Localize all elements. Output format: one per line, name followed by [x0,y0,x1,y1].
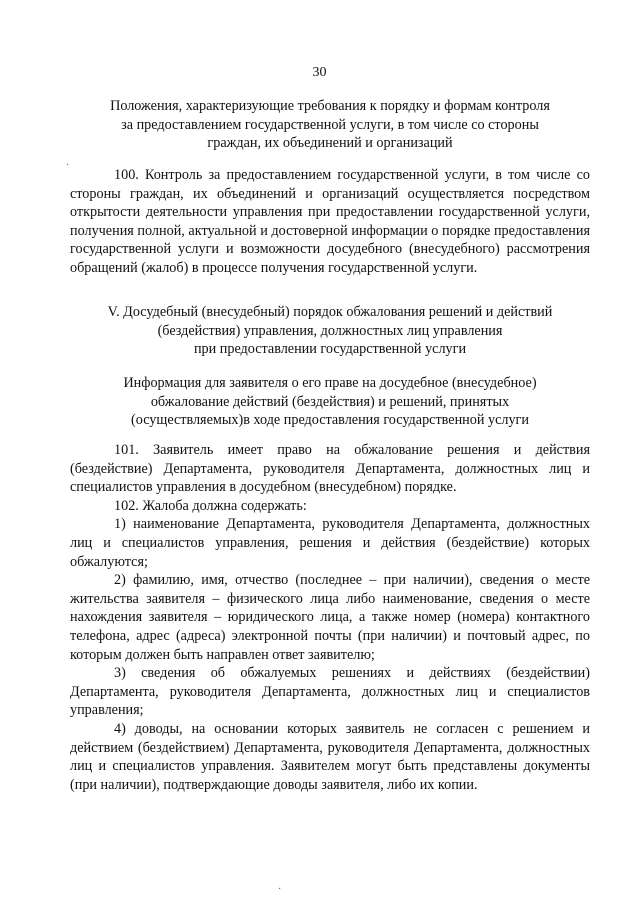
heading-line: V. Досудебный (внесудебный) порядок обжалования решений и действий [107,304,553,320]
paragraph-list [70,441,590,794]
subsection-heading-info [70,374,590,430]
heading-line: обжалование действий (бездействия) и решений, принятых [150,393,510,410]
heading-line: при предоставлении государственной услуги [193,341,467,358]
section-v-heading [70,303,590,359]
heading-line: (осуществляемых)в ходе предоставления государственной услуги [131,412,529,429]
list-item-4: 4) доводы, на основании которых заявитель не согласен с решением и действием (бездействием) Департамента, руководителя Департамента, должностных лиц и специалистов управления. Заявителем могут быть представлены документы (при наличии), подтверждающие доводы заявителя, либо их копии. [70,720,590,793]
paragraph-100: 100. Контроль за предоставлением государственной услуги, в том числе со стороны граждан, их объединений и организаций осуществляется посредством открытости деятельности управления при предоставлении государственной услуги, получения полной, актуальной и достоверной информации о порядке предоставления государственной услуги и возможности досудебного (внесудебного) рассмотрения обращений (жалоб) в процессе получения государственной услуги. [70,167,590,276]
heading-line: Положения, характеризующие требования к порядку и формам контроля [110,98,550,114]
heading-line: (бездействия) управления, должностных лиц управления [157,322,503,339]
heading-line: за предоставлением государственной услуги, в том числе со стороны [121,116,539,133]
heading-line: Информация для заявителя о его праве на досудебное (внесудебное) [123,375,537,391]
scan-speck: · [66,160,70,171]
list-item-1: 1) наименование Департамента, руководителя Департамента, должностных лиц и специалистов управления, решения и действия (бездействие) которых обжалуются; [70,516,590,570]
list-item-3: 3) сведения об обжалуемых решениях и действиях (бездействии) Департамента, руководителя Департамента, должностных лиц и специалистов управления; [70,665,590,719]
paragraph-102: 102. Жалоба должна содержать: [114,497,307,514]
page-number: 30 [312,65,327,80]
paragraph-101: 101. Заявитель имеет право на обжалование решения и действия (бездействие) Департамента, руководителя Департамента, должностных лиц и специалистов управления в досудебном (внесудебном) порядке. [70,442,590,496]
section-heading-control [70,97,590,153]
heading-line: граждан, их объединений и организаций [207,135,453,152]
list-item-2: 2) фамилию, имя, отчество (последнее – при наличии), сведения о месте жительства заявителя – физического лица либо наименование, сведения о месте нахождения заявителя – юридического лица, а также номер (номера) контактного телефона, адрес (адреса) электронной почты (при наличии) и почтовый адрес, по которым должен быть направлен ответ заявителю; [70,572,590,663]
scan-speck: · [278,884,282,895]
